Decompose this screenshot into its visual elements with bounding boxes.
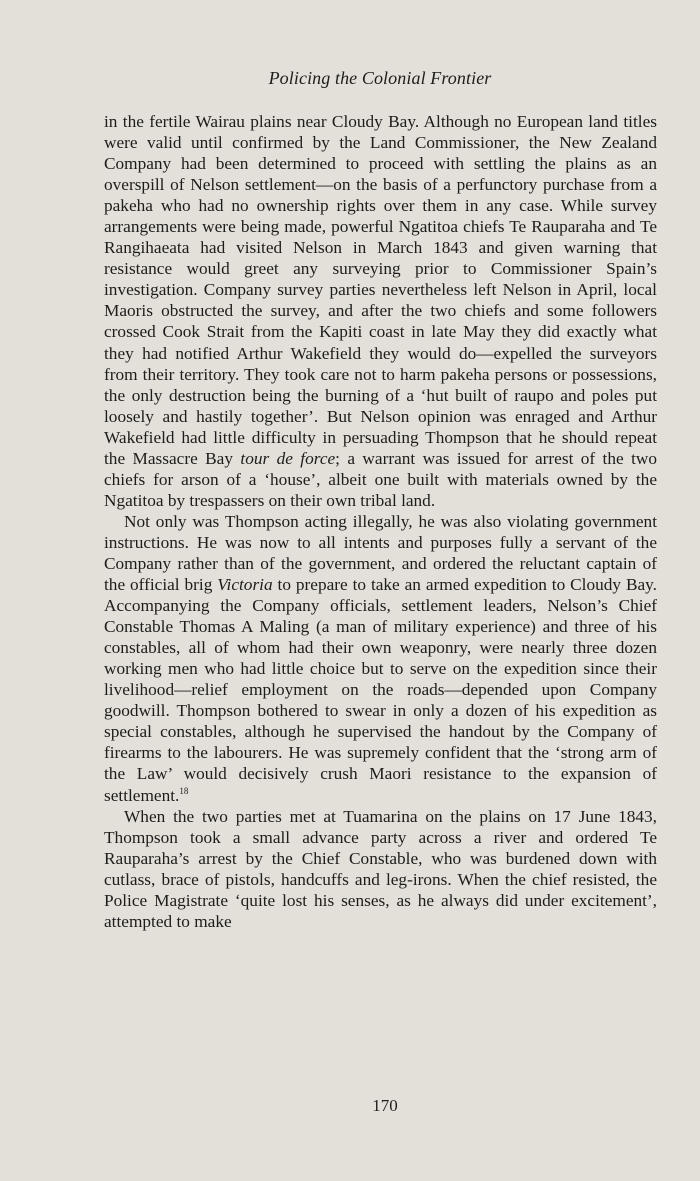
page-number: 170 bbox=[372, 1096, 398, 1115]
paragraph-1 bbox=[104, 111, 657, 511]
text-segment: When the two parties met at Tuamarina on the plains on 17 June 1843, Thompson took a small advance party across a river and ordered Te Rauparaha’s arrest by the Chief Constable, who was burdened down with cutlass, brace of pistols, handcuffs and leg-irons. When the chief resisted, the Police Magistrate ‘quite lost his senses, as he always did under excitement’, attempted to make bbox=[104, 806, 657, 931]
italic-phrase-tour-de-force: tour de force bbox=[240, 448, 336, 468]
text-segment: in the fertile Wairau plains near Cloudy Bay. Although no European land titles were valid until confirmed by the Land Commissioner, the New Zealand Company had been determined to proceed with settling the plains as an overspill of Nelson settlement—on the basis of a perfunctory purchase from a pakeha who had no ownership rights over them in any case. While survey arrangements were being made, powerful Ngatitoa chiefs Te Rauparaha and Te Rangihaeata had visited Nelson in March 1843 and given warning that resistance would greet any surveying prior to Commissioner Spain’s investigation. Company survey parties nevertheless left Nelson in April, local Maoris obstructed the survey, and after the two chiefs and some followers crossed Cook Strait from the Kapiti coast in late May they did exactly what they had notified Arthur Wakefield they would do—expelled the surveyors from their territory. They took care not to harm pakeha persons or possessions, the only destruction being the burning of a ‘hut built of raupo and poles put loosely and hastily together’. But Nelson opinion was enraged and Arthur Wakefield had little difficulty in persuading Thompson that he should repeat the Massacre Bay bbox=[104, 112, 657, 468]
running-head: Policing the Colonial Frontier bbox=[268, 68, 492, 88]
footnote-marker: 18 bbox=[179, 785, 189, 796]
italic-ship-name-victoria: Victoria bbox=[217, 575, 273, 595]
text-segment: ; a warrant was issued for arrest of the two chiefs for arson of a ‘house’, albeit one built with materials owned by the Ngatitoa by trespassers on their own tribal land. bbox=[104, 448, 657, 510]
text-segment: to prepare to take an armed expedition to Cloudy Bay. Accompanying the Company officials, settlement leaders, Nelson’s Chief Constable Thomas A Maling (a man of military experience) and three of his constables, all of whom had their own weaponry, were nearly three dozen working men who had little choice but to serve on the expedition since their livelihood—relief employment on the roads—depended upon Company goodwill. Thompson bothered to swear in only a dozen of his expedition as special constables, although he supervised the handout by the Company of firearms to the labourers. He was supremely confident that the ‘strong arm of the Law’ would decisively crush Maori resistance to the expansion of settlement. bbox=[104, 575, 657, 805]
text-segment: Not only was Thompson acting illegally, he was also violating government instructions. He was now to all intents and purposes fully a servant of the Company rather than of the government, and ordered the reluctant captain of the official brig bbox=[104, 511, 657, 595]
paragraph-2 bbox=[104, 511, 657, 806]
paragraph-3 bbox=[104, 806, 657, 932]
body-text bbox=[104, 111, 657, 932]
